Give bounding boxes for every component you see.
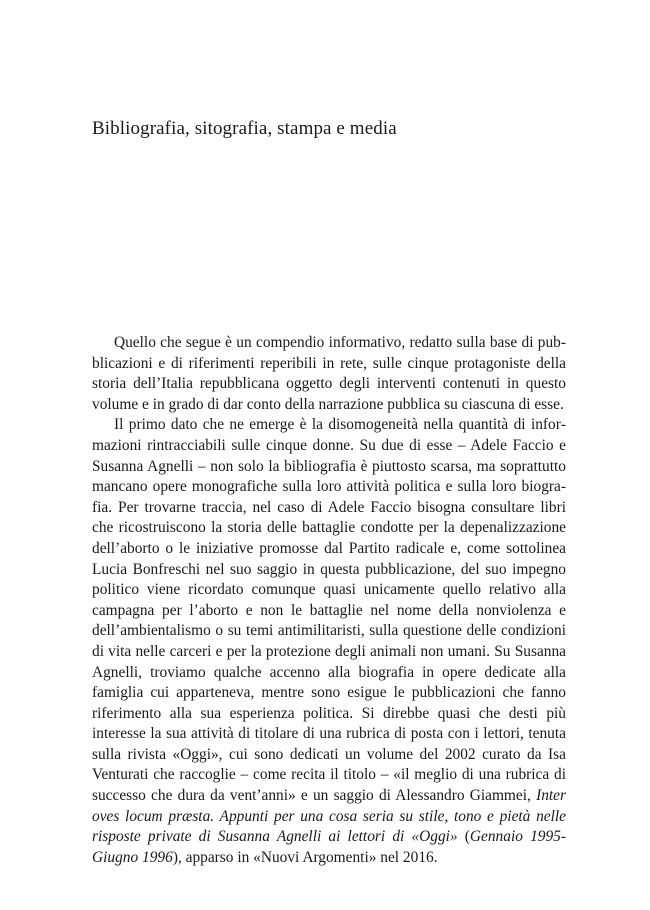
paren-open: ( — [457, 828, 470, 846]
essay-date-range: Gennaio 1995-Giugno 1996 — [92, 828, 566, 866]
essay-title: Inter oves locum præsta. Appunti per una cosa seria su stile, tono e pietà nelle risposte private di Susanna Agnelli ai lettori di «Oggi» — [92, 787, 566, 846]
paragraph-sources — [92, 415, 566, 868]
chapter-title: Bibliografia, sitografia, stampa e media — [92, 118, 397, 139]
body-text — [92, 333, 566, 868]
paragraph-introduction: Quello che segue è un compendio informativo, redatto sulla base di pubblicazioni e di riferimenti reperibili in rete, sulle cinque protagoniste della storia dell’Italia repubblicana oggetto degli interventi contenuti in questo volume e in grado di dar conto della narrazione pubblica su ciascuna di esse. — [92, 334, 566, 413]
paragraph-sources-text: Il primo dato che ne emerge è la disomogeneità nella quantità di informazioni rintracciabili sulle cinque donne. Su due di esse – Adele Faccio e Susanna Agnelli – non solo la bibliografia è piuttosto scarsa, ma soprattutto mancano opere monografiche sulla loro attività politica e sulla loro biografia. Per trovarne traccia, nel caso di Adele Faccio bisogna consultare libri che ricostruiscono la storia delle battaglie condotte per la depenalizzazione dell’aborto o le iniziative promosse dal Partito radicale e, come sottolinea Lucia Bonfreschi nel suo saggio in questa pubblicazione, del suo impegno politico viene ricordato comunque quasi unicamente quello relativo alla campagna per l’aborto e non le battaglie nel nome della nonviolenza e dell’ambientalismo o su temi antimilitaristi, sulla questione delle condizioni di vita nelle carceri e per la protezione degli animali non umani. Su Susanna Agnelli, troviamo qualche accenno alla biografia in opere dedicate alla famiglia cui apparteneva, mentre sono esigue le pubblicazioni che fanno riferimento alla sua esperienza politica. Si direbbe quasi che desti più interesse la sua attività di titolare di una rubrica di posta con i lettori, tenuta sulla rivista «Oggi», cui sono dedicati un volume del 2002 curato da Isa Venturati che raccoglie – come recita il titolo – «il meglio di una rubrica di successo che dura da vent’anni» e un saggio di Alessandro Giammei, — [92, 416, 566, 805]
paragraph-sources-tail: ), apparso in «Nuovi Argomenti» nel 2016. — [172, 848, 438, 866]
